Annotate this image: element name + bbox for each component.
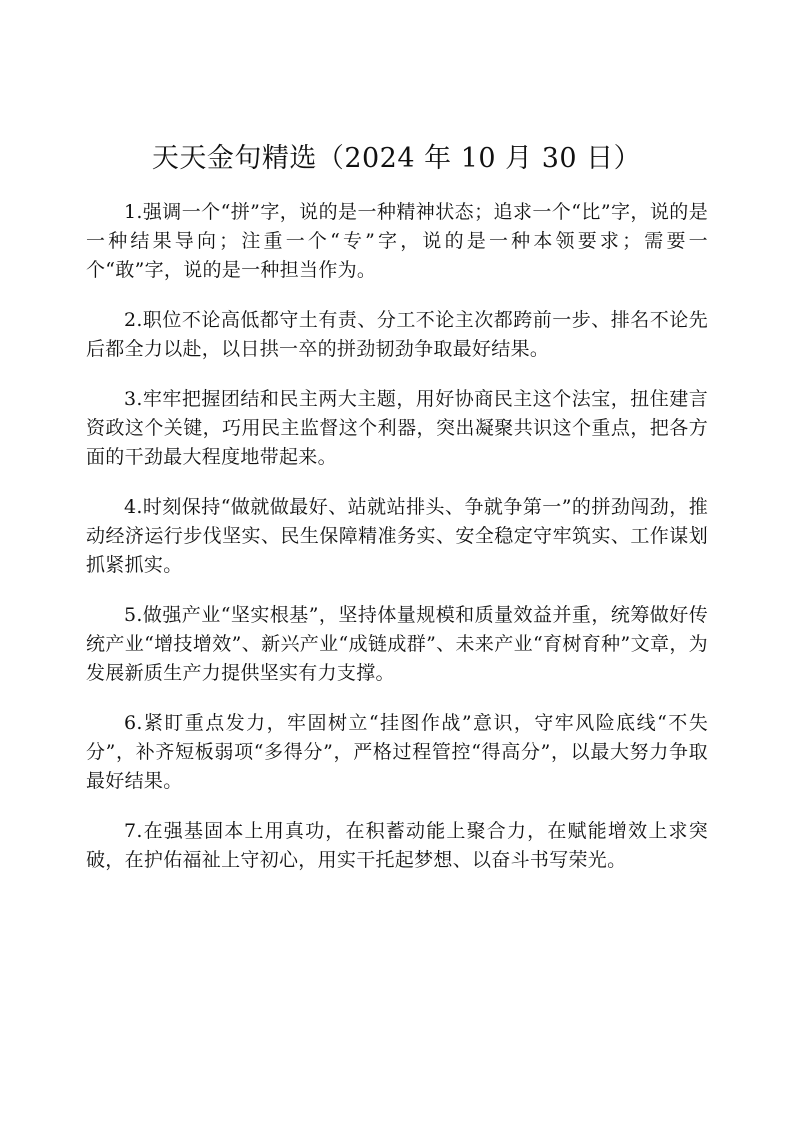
quote-paragraph-2: 2.职位不论高低都守土有责、分工不论主次都跨前一步、排名不论先后都全力以赴，以日拱一卒的拼劲韧劲争取最好结果。	[86, 309, 708, 360]
quote-paragraph-1: 1.强调一个“拼”字，说的是一种精神状态；追求一个“比”字，说的是一种结果导向；注重一个“专”字，说的是一种本领要求；需要一个“敢”字，说的是一种担当作为。	[86, 201, 708, 281]
quote-paragraph-4: 4.时刻保持“做就做最好、站就站排头、争就争第一”的拼劲闯劲，推动经济运行步伐坚实、民生保障精准务实、安全稳定守牢筑实、工作谋划抓紧抓实。	[86, 496, 708, 576]
document-body	[86, 198, 708, 896]
quote-paragraph-7: 7.在强基固本上用真功，在积蓄动能上聚合力，在赋能增效上求突破，在护佑福祉上守初心，用实干托起梦想、以奋斗书写荣光。	[86, 820, 708, 871]
page-title: 天天金句精选（2024 年 10 月 30 日）	[151, 143, 642, 174]
quote-paragraph-3: 3.牢牢把握团结和民主两大主题，用好协商民主这个法宝，扭住建言资政这个关键，巧用民主监督这个利器，突出凝聚共识这个重点，把各方面的干劲最大程度地带起来。	[86, 388, 708, 468]
quote-paragraph-6: 6.紧盯重点发力，牢固树立“挂图作战”意识，守牢风险底线“不失分”，补齐短板弱项“多得分”，严格过程管控“得高分”，以最大努力争取最好结果。	[86, 712, 708, 792]
quote-paragraph-5: 5.做强产业“坚实根基”，坚持体量规模和质量效益并重，统筹做好传统产业“增技增效”、新兴产业“成链成群”、未来产业“育树育种”文章，为发展新质生产力提供坚实有力支撑。	[86, 604, 708, 684]
